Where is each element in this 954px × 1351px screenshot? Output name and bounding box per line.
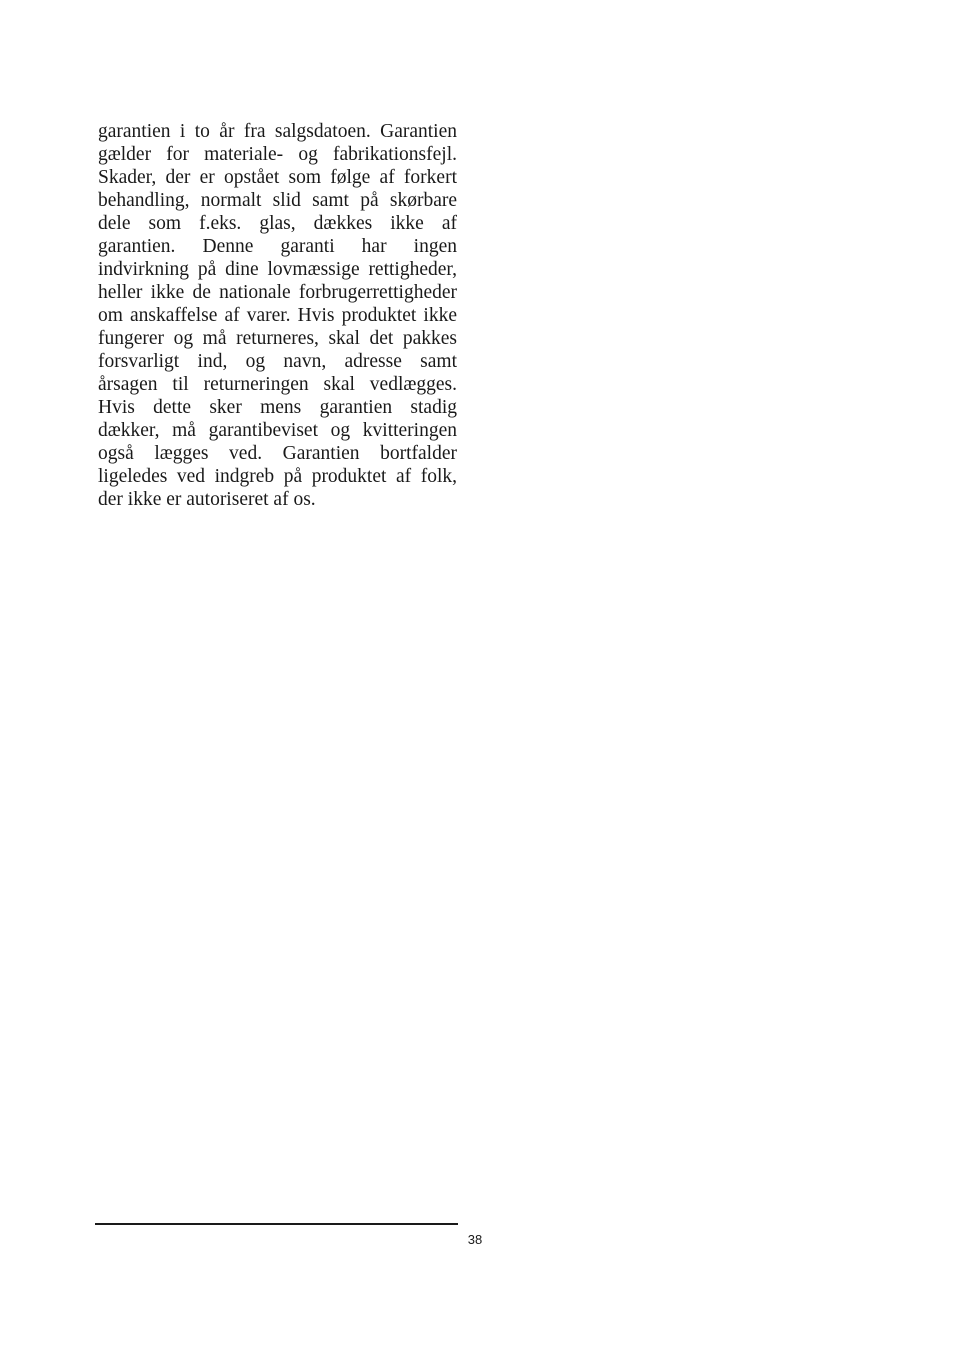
- text-line: dele som f.eks. glas, dækkes ikke af: [98, 213, 457, 234]
- text-line: behandling, normalt slid samt på skørbare: [98, 190, 457, 211]
- text-line: forsvarligt ind, og navn, adresse samt: [98, 351, 457, 372]
- page-number: 38: [467, 1232, 483, 1247]
- text-line: garantien i to år fra salgsdatoen. Garantien: [98, 121, 457, 142]
- text-line: årsagen til returneringen skal vedlægges.: [98, 374, 457, 395]
- text-line: ligeledes ved indgreb på produktet af folk,: [98, 466, 457, 487]
- text-line: om anskaffelse af varer. Hvis produktet ikke: [98, 305, 457, 326]
- text-line: Hvis dette sker mens garantien stadig: [98, 397, 457, 418]
- text-line: fungerer og må returneres, skal det pakkes: [98, 328, 457, 349]
- text-line: heller ikke de nationale forbrugerrettigheder: [98, 282, 457, 303]
- footer-divider: [95, 1223, 458, 1225]
- text-line: garantien. Denne garanti har ingen: [98, 236, 457, 257]
- text-line: indvirkning på dine lovmæssige rettigheder,: [98, 259, 457, 280]
- warranty-paragraph: [98, 120, 457, 511]
- text-line: dækker, må garantibeviset og kvitteringen: [98, 420, 457, 441]
- text-line: gælder for materiale- og fabrikationsfejl.: [98, 144, 457, 165]
- text-line: der ikke er autoriseret af os.: [98, 489, 316, 510]
- text-line: Skader, der er opstået som følge af forkert: [98, 167, 457, 188]
- text-line: også lægges ved. Garantien bortfalder: [98, 443, 457, 464]
